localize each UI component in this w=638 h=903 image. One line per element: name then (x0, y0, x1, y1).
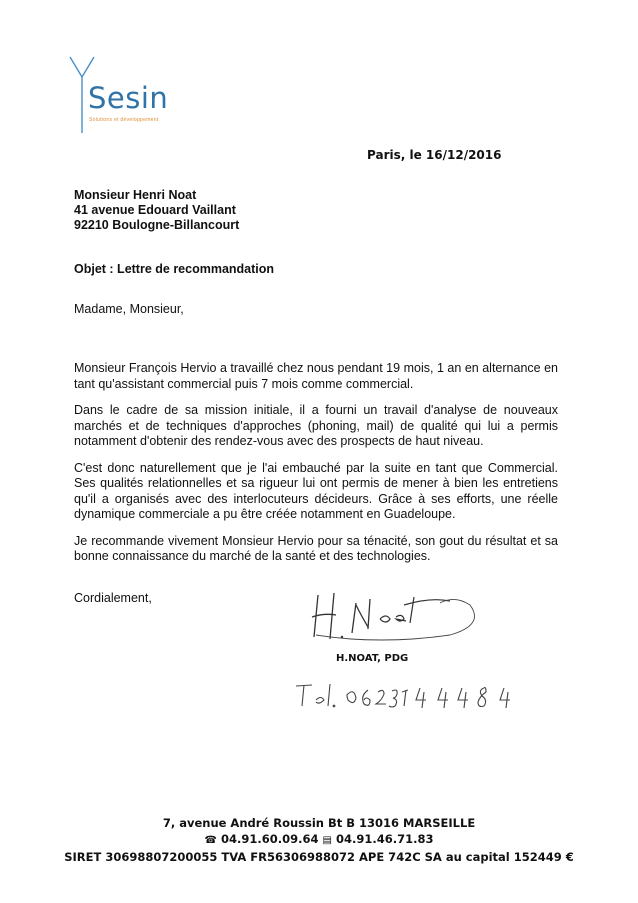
date-line: Paris, le 16/12/2016 (367, 148, 502, 162)
footer-phone: 04.91.60.09.64 (221, 832, 319, 846)
recipient-street: 41 avenue Edouard Vaillant (74, 203, 236, 217)
handwritten-signature (290, 575, 490, 655)
body-paragraph: Monsieur François Hervio a travaillé chez nous pendant 19 mois, 1 an en alternance en tant qu'assistant commercial puis 7 mois comme commercial. (74, 361, 558, 391)
recipient-city: 92210 Boulogne-Billancourt (74, 218, 240, 232)
closing: Cordialement, (74, 591, 152, 605)
footer-address: 7, avenue André Roussin Bt B 13016 MARSEILLE (162, 816, 476, 830)
logo-tagline: Solutions et développement (89, 117, 159, 123)
handwritten-phone (290, 676, 520, 716)
recipient-address (74, 188, 239, 233)
letter-footer (0, 815, 638, 865)
footer-contact (0, 831, 638, 849)
body-paragraph: Je recommande vivement Monsieur Hervio pour sa ténacité, son gout du résultat et sa bonne connaissance du marché de la santé et des technologies. (74, 533, 558, 563)
logo-wordmark: Sesin (88, 81, 169, 115)
signer-name: H.NOAT, PDG (336, 653, 409, 664)
salutation: Madame, Monsieur, (74, 302, 184, 316)
letter-body (74, 361, 558, 576)
phone-icon: ☎ (204, 835, 217, 846)
fax-icon: ▤ (322, 835, 332, 846)
subject-line: Objet : Lettre de recommandation (74, 262, 275, 276)
footer-fax: 04.91.46.71.83 (335, 832, 434, 846)
recipient-name: Monsieur Henri Noat (74, 188, 197, 202)
body-paragraph: Dans le cadre de sa mission initiale, il a fourni un travail d'analyse de nouveaux marchés et de techniques d'approches (phoning, mail) de qualité qui lui a permis notamment d'obtenir des rendez-vous avec des prospects de haut niveau. (74, 403, 558, 448)
body-paragraph: C'est donc naturellement que je l'ai embauché par la suite en tant que Commercial. Ses qualités relationnelles et sa rigueur lui ont permis de mener à bien les entretiens qu'il a organisés avec des interlocuteurs décideurs. Grâce à ses efforts, une réelle dynamique commerciale a pu être créée notamment en Guadeloupe. (74, 460, 558, 521)
footer-legal: SIRET 30698807200055 TVA FR56306988072 APE 742C SA au capital 152449 € (64, 850, 574, 864)
